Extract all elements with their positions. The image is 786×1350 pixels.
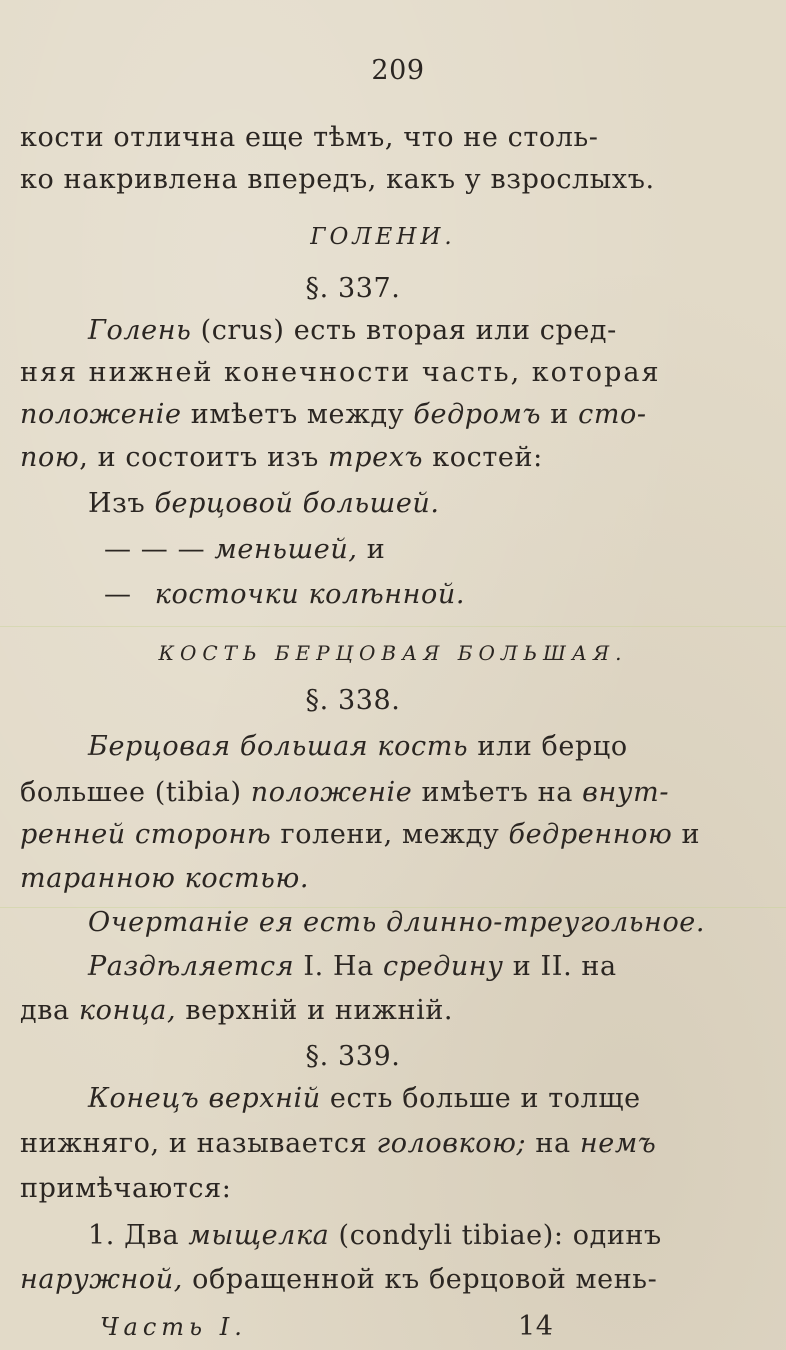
text-line: 1. Два мыщелка (condyli tibiae): одинъ bbox=[88, 1220, 662, 1251]
text-line: наружной, обращенной къ берцовой мень- bbox=[20, 1264, 658, 1295]
text-line: Конецъ верхній есть больше и толще bbox=[88, 1083, 641, 1114]
text-line: — косточки колѣнной. bbox=[104, 579, 466, 610]
paragraph-number: §. 338. bbox=[305, 685, 401, 716]
section-heading: КОСТЬ БЕРЦОВАЯ БОЛЬШАЯ. bbox=[158, 641, 628, 665]
text-line: два конца, верхній и нижній. bbox=[20, 995, 454, 1026]
text-line: пою, и состоитъ изъ трехъ костей: bbox=[20, 442, 543, 473]
text-line: Голень (crus) есть вторая или сред- bbox=[88, 315, 617, 346]
section-heading: ГОЛЕНИ. bbox=[310, 224, 456, 250]
paragraph-number: §. 337. bbox=[305, 273, 401, 304]
text-line: ко накривлена впередъ, какъ у взрослыхъ. bbox=[20, 164, 655, 195]
text-line: Берцовая большая кость или берцо bbox=[88, 731, 628, 762]
text-line: положеніе имѣетъ между бедромъ и сто- bbox=[20, 399, 647, 430]
text-line: большее (tibia) положеніе имѣетъ на внут- bbox=[20, 777, 670, 808]
signature-mark: Часть I. bbox=[100, 1313, 247, 1341]
scan-fold-line bbox=[0, 626, 786, 627]
text-line: няя нижней конечности часть, которая bbox=[20, 357, 661, 388]
text-line: ренней сторонѣ голени, между бедренною и bbox=[20, 819, 701, 850]
paragraph-number: §. 339. bbox=[305, 1041, 401, 1072]
text-line: кости отлична еще тѣмъ, что не столь- bbox=[20, 122, 599, 153]
text-line: Раздѣляется I. На средину и II. на bbox=[88, 951, 617, 982]
text-line: таранною костью. bbox=[20, 863, 310, 894]
text-line: Очертаніе ея есть длинно-треугольное. bbox=[88, 907, 706, 938]
text-line: Изъ берцовой большей. bbox=[88, 488, 440, 519]
page-number: 209 bbox=[371, 55, 425, 86]
text-line: — — — меньшей, и bbox=[104, 534, 386, 565]
sheet-number: 14 bbox=[518, 1311, 554, 1342]
text-line: примѣчаются: bbox=[20, 1173, 232, 1204]
text-line: нижняго, и называется головкою; на немъ bbox=[20, 1128, 657, 1159]
